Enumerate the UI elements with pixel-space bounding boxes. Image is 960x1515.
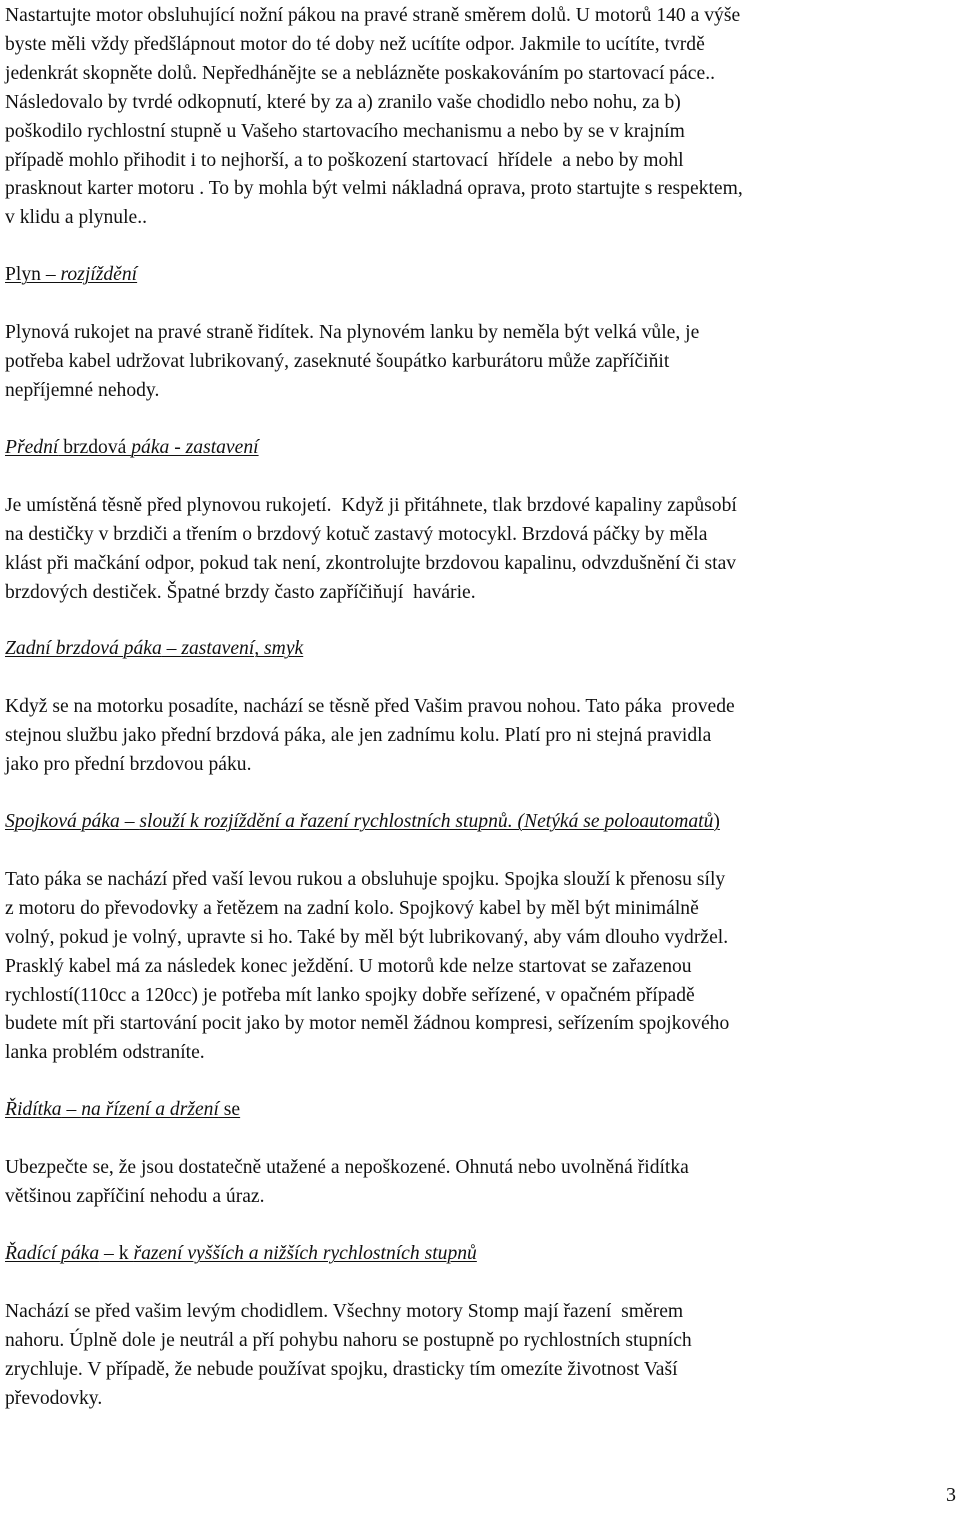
text-line: budete mít při startování pocit jako by motor neměl žádnou kompresi, seřízením spojkového (5, 1013, 730, 1035)
text-line: lanka problém odstraníte. (5, 1042, 205, 1064)
heading-part: páka - zastavení (131, 436, 259, 458)
text-line: Je umístěná těsně před plynovou rukojetí. Když ji přitáhnete, tlak brzdové kapaliny zapůsobí (5, 494, 737, 516)
text-line: klást při mačkání odpor, pokud tak není, zkontrolujte brzdovou kapalinu, odvzdušnění či stav (5, 552, 737, 574)
heading-part: slouží k rozjíždění a řazení rychlostních stupnů. (Netýká se poloautomatů (139, 811, 714, 833)
section-heading (5, 261, 957, 290)
heading-part: brzdová (58, 436, 132, 458)
section-gear-lever (5, 1240, 957, 1414)
text-line: Následovalo by tvrdé odkopnutí, které by za a) zranilo vaše chodidlo nebo nohu, za b) (5, 91, 681, 113)
section-rear-brake (5, 635, 957, 780)
heading-part: zastavení, smyk (181, 638, 304, 660)
heading-part: Zadní brzdová páka (5, 638, 162, 660)
heading-part: Přední (5, 436, 59, 458)
section-heading (5, 1096, 957, 1125)
text-line: brzdových destiček. Špatné brzdy často zapříčiňují havárie. (5, 581, 476, 603)
heading-part: se (218, 1099, 241, 1121)
section-front-brake (5, 434, 957, 608)
intro-paragraph (5, 2, 957, 233)
text-line: potřeba kabel udržovat lubrikovaný, zaseknuté šoupátko karburátoru může zapříčiňit (5, 351, 670, 373)
heading-part: – (61, 1099, 82, 1121)
text-line: v klidu a plynule.. (5, 207, 148, 229)
text-line: stejnou službu jako přední brzdová páka, ale jen zadnímu kolu. Platí pro ni stejná pravidla (5, 725, 712, 747)
text-line: Ubezpečte se, že jsou dostatečně utažené a nepoškozené. Ohnutá nebo uvolněná řidítka (5, 1157, 689, 1179)
section-handlebars (5, 1096, 957, 1212)
section-heading (5, 635, 957, 664)
text-line: Nachází se před vašim levým chodidlem. Všechny motory Stomp mají řazení směrem (5, 1300, 684, 1322)
text-line: Tato páka se nachází před vaší levou rukou a obsluhuje spojku. Spojka slouží k přenosu síly (5, 868, 726, 890)
text-line: na destičky v brzdiči a třením o brzdový kotuč zastavý motocykl. Brzdová páčky by měla (5, 523, 708, 545)
text-line: převodovky. (5, 1387, 103, 1409)
heading-part: řazení vyšších a nižších rychlostních stupnů (133, 1243, 477, 1264)
heading-part: ) (713, 811, 720, 833)
heading-part: – (119, 811, 140, 833)
section-clutch (5, 808, 957, 1068)
heading-part: Řidítka (5, 1099, 62, 1121)
text-line: případě mohlo přihodit i to nejhorší, a to poškození startovací hřídele a nebo by mohl (5, 149, 684, 171)
heading-part: Řadící páka (5, 1243, 100, 1264)
text-line: nepříjemné nehody. (5, 379, 160, 401)
heading-part: – k (99, 1243, 134, 1264)
text-line: Když se na motorku posadíte, nachází se těsně před Vašim pravou nohou. Tato páka provede (5, 696, 735, 718)
section-heading (5, 434, 957, 463)
text-line: rychlostí(110cc a 120cc) je potřeba mít lanko spojky dobře seřízené, v opačném případě (5, 984, 695, 1006)
section-heading (5, 808, 957, 837)
text-line: zrychluje. V případě, že nebude používat spojku, drasticky tím omezíte životnost Vaší (5, 1358, 678, 1380)
text-line: byste měli vždy předšlápnout motor do té doby než ucítíte odpor. Jakmile to ucítíte, tvrdě (5, 33, 705, 55)
heading-part: – (161, 638, 182, 660)
page-number: 3 (946, 1484, 956, 1506)
text-line: jako pro přední brzdovou páku. (5, 754, 252, 776)
text-line: Plynová rukojet na pravé straně řidítek. Na plynovém lanku by neměla být velká vůle, je (5, 322, 700, 344)
heading-part: rozjíždění (60, 264, 138, 286)
heading-part: na řízení a držení (81, 1099, 219, 1121)
text-line: z motoru do převodovky a řetězem na zadní kolo. Spojkový kabel by měl být minimálně (5, 897, 699, 919)
text-line: prasknout karter motoru . To by mohla být velmi nákladná oprava, proto startujte s respektem, (5, 178, 743, 200)
text-line: volný, pokud je volný, upravte si ho. Také by měl být lubrikovaný, aby vám dlouho vydržel. (5, 926, 729, 948)
heading-part: Spojková páka (5, 811, 120, 833)
text-line: Prasklý kabel má za následek konec ježdění. U motorů kde nelze startovat se zařazenou (5, 955, 692, 977)
text-line: nahoru. Úplně dole je neutrál a pří pohybu nahoru se postupně po rychlostních stupních (5, 1329, 692, 1351)
text-line: jedenkrát skopněte dolů. Nepředhánějte se a neblázněte poskakováním po startovací páce.. (5, 62, 715, 84)
text-line: Nastartujte motor obsluhující nožní pákou na pravé straně směrem dolů. U motorů 140 a výše (5, 5, 741, 26)
section-throttle (5, 261, 957, 406)
document-page (5, 2, 957, 1414)
heading-part: Plyn – (5, 264, 61, 286)
text-line: poškodilo rychlostní stupně u Vašeho startovacího mechanismu a nebo by se v krajním (5, 120, 685, 142)
text-line: většinou zapříčiní nehodu a úraz. (5, 1186, 265, 1208)
section-heading (5, 1240, 957, 1269)
